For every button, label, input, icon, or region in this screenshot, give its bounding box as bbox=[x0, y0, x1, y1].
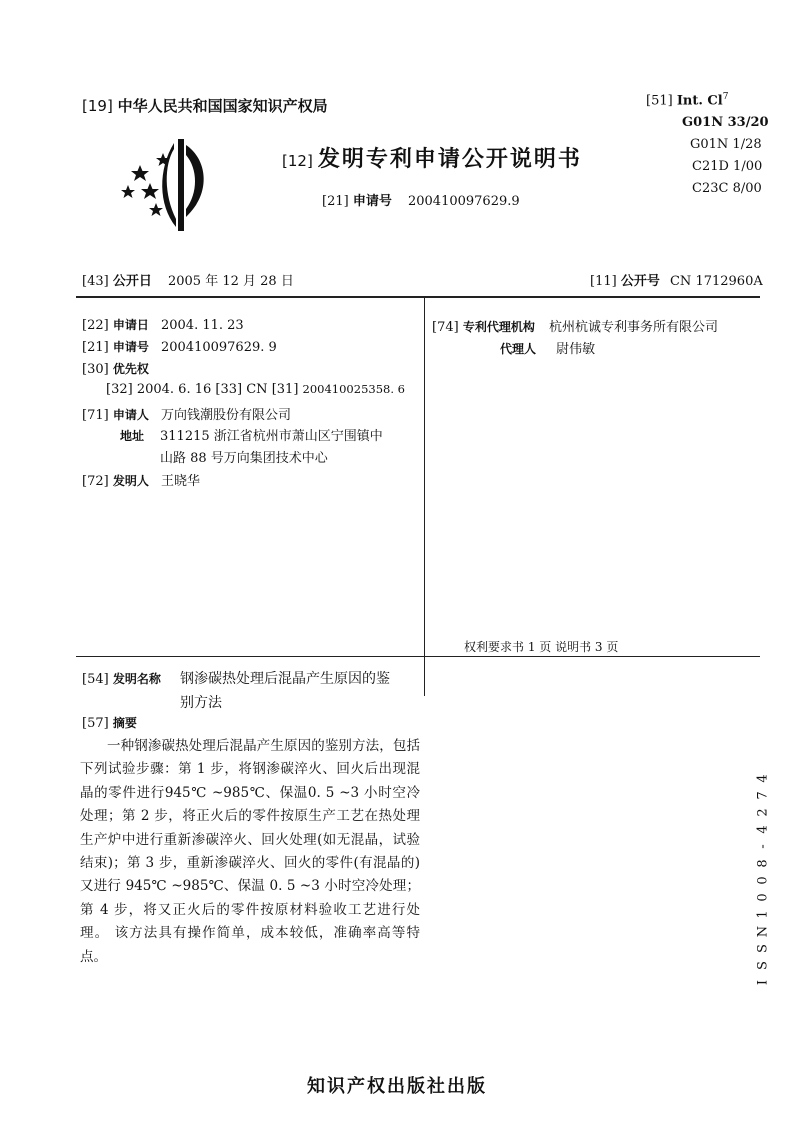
issn-char: S bbox=[755, 961, 771, 970]
column-divider-lower bbox=[424, 656, 425, 696]
field-code: [33] bbox=[215, 382, 243, 397]
issn-char: 4 bbox=[755, 774, 771, 783]
field-code: [21] bbox=[82, 340, 109, 355]
filing-date-value: 2004. 11. 23 bbox=[160, 318, 244, 333]
office-header bbox=[82, 95, 328, 116]
document-type bbox=[282, 142, 582, 173]
top-divider bbox=[76, 296, 760, 298]
field-code: [74] bbox=[432, 320, 459, 335]
issn-char: 8 bbox=[755, 859, 771, 868]
mid-divider bbox=[76, 656, 760, 657]
applicant-value: 万向钱潮股份有限公司 bbox=[160, 408, 291, 423]
agency-value: 杭州杭诚专利事务所有限公司 bbox=[548, 320, 718, 335]
field-code: [71] bbox=[82, 408, 109, 423]
issn-char: 0 bbox=[755, 893, 771, 902]
appno-code: [21] bbox=[322, 194, 349, 209]
agency-field bbox=[432, 316, 718, 335]
field-label: 申请号 bbox=[112, 340, 149, 354]
doc-code: [12] bbox=[282, 152, 313, 170]
header-app-number bbox=[322, 190, 520, 209]
app-number-value: 200410097629. 9 bbox=[160, 340, 277, 355]
app-number-field bbox=[82, 338, 277, 355]
ipc-main: G01N 33/20 bbox=[682, 115, 769, 130]
field-label: 代理人 bbox=[500, 342, 537, 356]
doc-title: 发明专利申请公开说明书 bbox=[317, 147, 582, 172]
priority-date: 2004. 6. 16 bbox=[136, 382, 212, 397]
pubdate-value: 2005 年 12 月 28 日 bbox=[167, 274, 294, 289]
field-code: [32] bbox=[106, 382, 133, 397]
invention-title-field bbox=[82, 670, 161, 687]
field-code: [31] bbox=[271, 382, 299, 397]
pubno-value: CN 1712960A bbox=[669, 274, 763, 289]
int-cl-code: [51] bbox=[646, 93, 673, 109]
column-divider bbox=[424, 298, 425, 656]
int-cl-text: Int. Cl bbox=[676, 93, 723, 109]
issn-char: 2 bbox=[755, 808, 771, 817]
issn-char: 4 bbox=[755, 825, 771, 834]
field-label: 优先权 bbox=[112, 362, 149, 376]
inventor-field bbox=[82, 470, 200, 489]
issn-char: 0 bbox=[755, 876, 771, 885]
ipc-item: G01N 1/28 bbox=[690, 137, 762, 152]
priority-number: 200410025358. 6 bbox=[302, 382, 405, 396]
ipc-item: C21D 1/00 bbox=[692, 159, 763, 174]
publisher-footer: 知识产权出版社出版 bbox=[307, 1076, 487, 1097]
agent-value: 尉伟敏 bbox=[556, 342, 596, 357]
priority-country: CN bbox=[246, 382, 268, 397]
address-line1: 311215 浙江省杭州市萧山区宁围镇中 bbox=[160, 429, 383, 444]
pubdate-code: [43] bbox=[82, 274, 109, 289]
office-name: 中华人民共和国国家知识产权局 bbox=[117, 97, 328, 115]
appno-label: 申请号 bbox=[352, 194, 392, 209]
inventor-value: 王晓华 bbox=[160, 474, 200, 489]
office-code: [19] bbox=[82, 97, 113, 115]
int-cl-version: 7 bbox=[722, 92, 729, 102]
field-label: 发明名称 bbox=[112, 672, 161, 686]
field-label: 摘要 bbox=[112, 716, 137, 730]
priority-field bbox=[82, 360, 149, 377]
abstract-heading bbox=[82, 714, 137, 731]
ipc-item: C23C 8/00 bbox=[692, 181, 762, 196]
field-code: [22] bbox=[82, 318, 109, 333]
pubno-label: 公开号 bbox=[620, 274, 660, 289]
field-code: [72] bbox=[82, 474, 109, 489]
pubdate-label: 公开日 bbox=[112, 274, 152, 289]
issn-char: 7 bbox=[755, 791, 771, 800]
address-line2: 山路 88 号万向集团技术中心 bbox=[160, 451, 328, 466]
field-label: 申请人 bbox=[112, 408, 149, 422]
issn-text bbox=[752, 770, 774, 991]
agent-field bbox=[500, 338, 595, 357]
invention-title-line2: 别方法 bbox=[180, 695, 222, 711]
abstract-body bbox=[80, 735, 420, 969]
issn-vertical bbox=[752, 770, 774, 991]
pubno-code: [11] bbox=[590, 274, 617, 289]
field-code: [30] bbox=[82, 362, 109, 377]
filing-date-field bbox=[82, 316, 244, 333]
field-code: [54] bbox=[82, 672, 109, 687]
priority-detail bbox=[106, 382, 405, 397]
publication-number bbox=[590, 270, 763, 289]
pages-note: 权利要求书 1 页 说明书 3 页 bbox=[464, 640, 619, 654]
issn-char: S bbox=[755, 944, 771, 953]
publication-date bbox=[82, 270, 294, 289]
abstract-text: 一种钢渗碳热处理后混晶产生原因的鉴别方法，包括下列试验步骤：第 1 步，将钢渗碳淬火、回火后出现混晶的零件进行945℃ ~985℃、保温0. 5 ~3 小时空冷处理；第 2 步，将正火后的零件按原生产工艺在热处理生产炉中进行重新渗碳淬火、回火处理(如无混晶，试验结束)；第 3 步，重新渗碳淬火、回火的零件(有混晶的)又进行 945℃ ~985℃、保温 0. 5 ~3 小时空冷处理；第 4 步，将又正火后的零件按原材料验收工艺进行处理。 该方法具有操作简单，成本较低，准确率高等特点。 bbox=[80, 738, 420, 965]
address-label: 地址 bbox=[120, 429, 145, 443]
applicant-field bbox=[82, 404, 291, 423]
issn-char: - bbox=[755, 844, 771, 849]
field-label: 专利代理机构 bbox=[462, 320, 535, 334]
issn-char: 1 bbox=[755, 910, 771, 919]
int-cl-label bbox=[646, 92, 728, 108]
invention-title-line1: 钢渗碳热处理后混晶产生原因的鉴 bbox=[180, 671, 390, 687]
field-label: 申请日 bbox=[112, 318, 149, 332]
field-label: 发明人 bbox=[112, 474, 149, 488]
cnipa-emblem-logo bbox=[118, 135, 233, 235]
appno-value: 200410097629.9 bbox=[407, 194, 520, 209]
issn-char: I bbox=[755, 979, 771, 986]
field-code: [57] bbox=[82, 716, 109, 731]
issn-char: N bbox=[755, 925, 771, 938]
